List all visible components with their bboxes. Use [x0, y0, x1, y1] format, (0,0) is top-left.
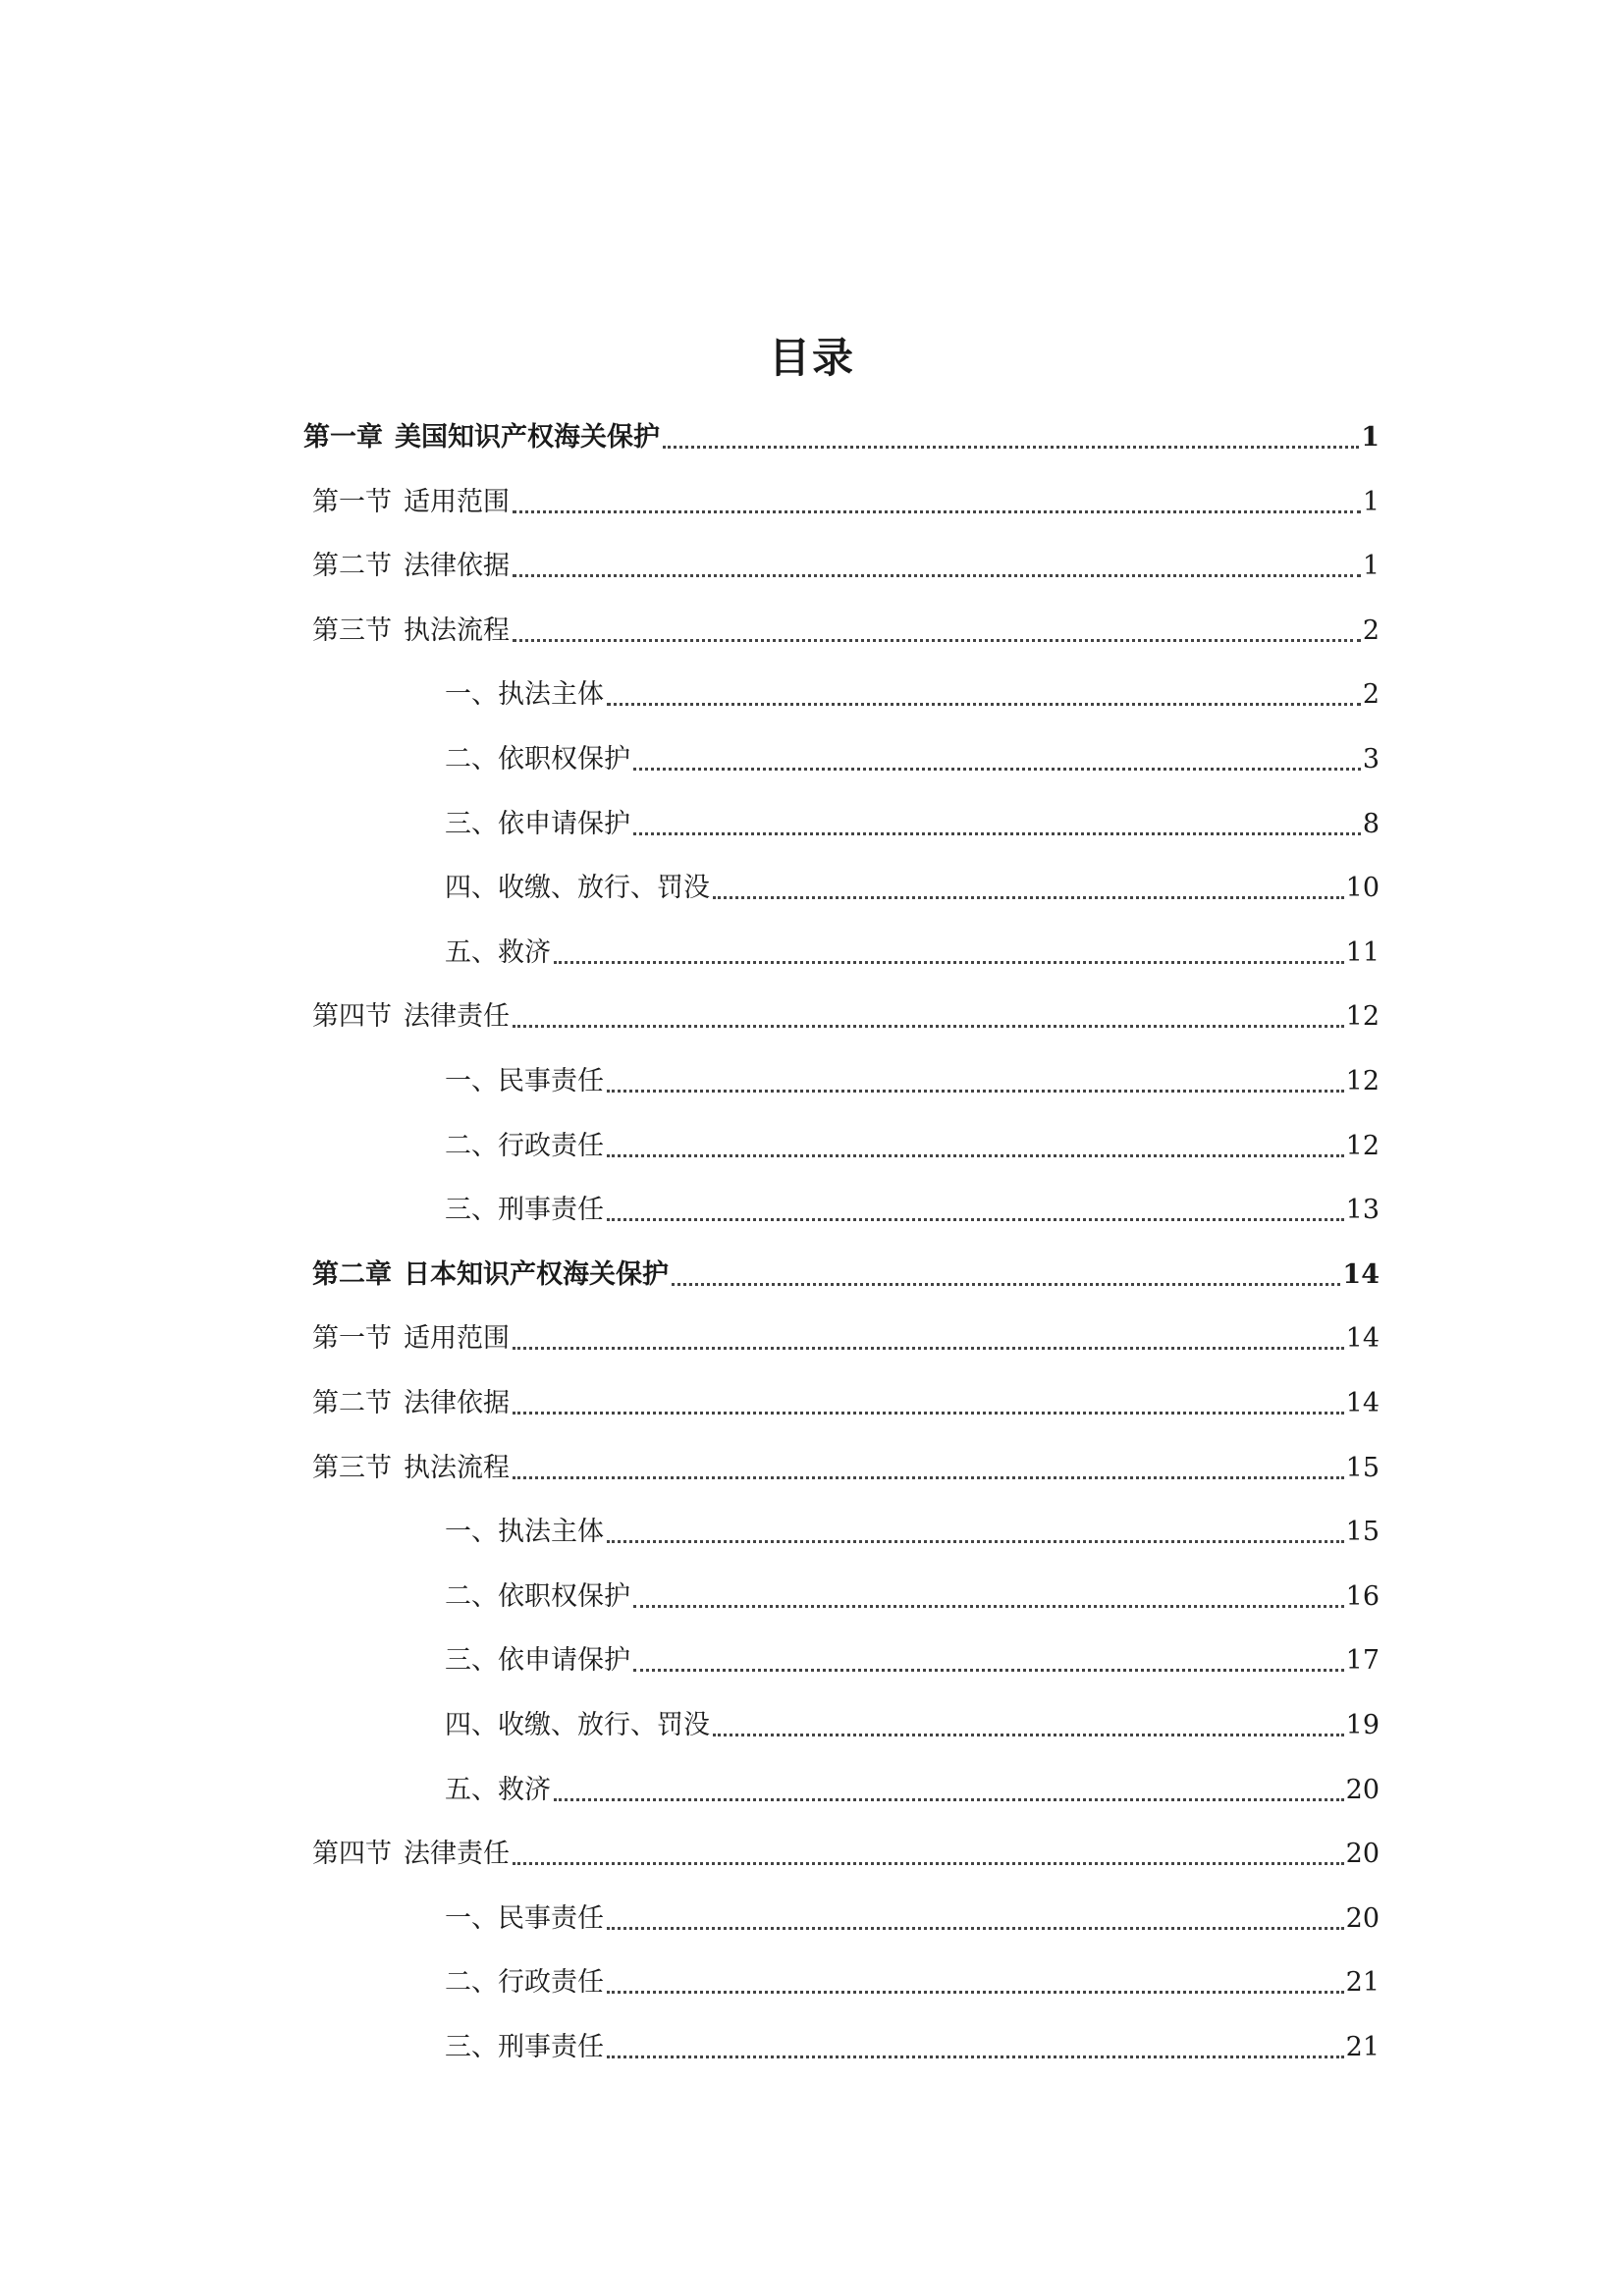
toc-entry-page-number: 15: [1345, 1517, 1380, 1547]
toc-entry-label: [312, 1319, 510, 1359]
toc-entry-item[interactable]: [445, 675, 1380, 715]
dot-leader: [513, 639, 1361, 642]
toc-entry-text: 适用范围: [404, 1323, 510, 1354]
toc-entry-label: [445, 1706, 710, 1745]
toc-entry-page-number: 20: [1345, 1903, 1380, 1934]
toc-entry-page-number: 11: [1345, 937, 1380, 968]
dot-leader: [554, 961, 1344, 964]
toc-entry-page-number: 12: [1345, 1066, 1380, 1096]
toc-entry-item[interactable]: [445, 1127, 1380, 1166]
toc-entry-page-number: 2: [1362, 679, 1380, 710]
toc-entry-text: 一、民事责任: [445, 1903, 604, 1934]
dot-leader: [513, 1476, 1344, 1479]
dot-leader: [513, 574, 1361, 577]
dot-leader: [513, 510, 1361, 513]
toc-entry-page-number: 20: [1345, 1775, 1380, 1805]
toc-entry-label: [312, 612, 510, 651]
toc-entry-label: [445, 1899, 604, 1939]
toc-entry-chapter[interactable]: [312, 1255, 1380, 1295]
toc-entry-section[interactable]: [312, 547, 1380, 586]
dot-leader: [633, 1669, 1344, 1672]
toc-entry-item[interactable]: [445, 805, 1380, 844]
toc-entry-page-number: 16: [1345, 1581, 1380, 1612]
toc-entry-text: 执法流程: [404, 615, 510, 646]
toc-entry-page-number: 21: [1345, 2032, 1380, 2062]
toc-entry-label: [312, 1384, 510, 1423]
dot-leader: [607, 2056, 1344, 2058]
toc-entry-text: 三、依申请保护: [445, 1645, 630, 1676]
toc-entry-item[interactable]: [445, 1771, 1380, 1810]
toc-entry-page-number: 20: [1345, 1839, 1380, 1869]
toc-entry-page-number: 14: [1345, 1323, 1380, 1354]
toc-entry-label: [445, 2028, 604, 2067]
toc-entry-text: 二、依职权保护: [445, 744, 630, 774]
toc-entry-label: [445, 1062, 604, 1101]
dot-leader: [607, 1927, 1344, 1930]
toc-entry-page-number: 3: [1362, 744, 1380, 774]
toc-entry-prefix: 第一节: [312, 487, 392, 517]
toc-entry-page-number: 19: [1345, 1710, 1380, 1740]
toc-entry-prefix: 第一节: [312, 1323, 392, 1354]
toc-entry-label: [445, 1577, 630, 1617]
toc-entry-chapter[interactable]: [303, 418, 1380, 457]
toc-entry-label: [445, 1963, 604, 2002]
toc-entry-section[interactable]: [312, 1835, 1380, 1874]
dot-leader: [607, 1991, 1344, 1994]
toc-entry-label: [445, 1191, 604, 1230]
toc-entry-item[interactable]: [445, 2028, 1380, 2067]
toc-entry-page-number: 12: [1345, 1131, 1380, 1161]
toc-entry-label: [303, 418, 660, 457]
toc-entry-label: [445, 740, 630, 779]
toc-entry-label: [445, 1771, 551, 1810]
toc-entry-page-number: 12: [1345, 1001, 1380, 1032]
toc-entry-label: [312, 547, 510, 586]
toc-entry-text: 三、刑事责任: [445, 2032, 604, 2062]
toc-entry-section[interactable]: [312, 1449, 1380, 1488]
dot-leader: [513, 1412, 1344, 1415]
dot-leader: [513, 1347, 1344, 1350]
toc-entry-text: 美国知识产权海关保护: [395, 422, 660, 453]
toc-entry-text: 法律依据: [404, 551, 510, 581]
toc-entry-page-number: 8: [1362, 809, 1380, 839]
toc-entry-text: 三、依申请保护: [445, 809, 630, 839]
toc-entry-prefix: 第二节: [312, 551, 392, 581]
dot-leader: [513, 1862, 1344, 1865]
toc-entry-label: [445, 675, 604, 715]
dot-leader: [607, 1218, 1344, 1221]
toc-entry-prefix: 第三节: [312, 1453, 392, 1483]
toc-entry-text: 适用范围: [404, 487, 510, 517]
toc-entry-item[interactable]: [445, 1577, 1380, 1617]
dot-leader: [607, 1090, 1344, 1093]
toc-entry-item[interactable]: [445, 1706, 1380, 1745]
toc-entry-page-number: 14: [1342, 1259, 1380, 1290]
toc-entry-label: [445, 1127, 604, 1166]
toc-entry-text: 一、执法主体: [445, 1517, 604, 1547]
toc-entry-label: [312, 1255, 669, 1295]
dot-leader: [672, 1283, 1340, 1286]
toc-entry-text: 四、收缴、放行、罚没: [445, 873, 710, 903]
dot-leader: [607, 1540, 1344, 1543]
dot-leader: [713, 1734, 1344, 1736]
dot-leader: [713, 896, 1344, 899]
toc-entry-page-number: 1: [1362, 487, 1380, 517]
toc-entry-prefix: 第三节: [312, 615, 392, 646]
toc-entry-label: [445, 805, 630, 844]
toc-entry-label: [312, 997, 510, 1037]
toc-entry-page-number: 2: [1362, 615, 1380, 646]
toc-entry-prefix: 第一章: [303, 422, 383, 453]
toc-entry-label: [445, 1513, 604, 1552]
toc-entry-item[interactable]: [445, 1191, 1380, 1230]
toc-entry-item[interactable]: [445, 1963, 1380, 2002]
dot-leader: [633, 832, 1361, 835]
toc-entry-page-number: 21: [1345, 1967, 1380, 1998]
toc-entry-item[interactable]: [445, 1641, 1380, 1681]
toc-entry-label: [312, 1449, 510, 1488]
toc-entry-page-number: 10: [1345, 873, 1380, 903]
dot-leader: [607, 1154, 1344, 1157]
toc-entry-prefix: 第四节: [312, 1839, 392, 1869]
toc-entry-text: 一、执法主体: [445, 679, 604, 710]
toc-entry-section[interactable]: [312, 1384, 1380, 1423]
toc-entry-text: 二、行政责任: [445, 1131, 604, 1161]
toc-entry-page-number: 17: [1345, 1645, 1380, 1676]
toc-entry-text: 法律责任: [404, 1001, 510, 1032]
toc-entry-page-number: 1: [1362, 551, 1380, 581]
toc-entry-page-number: 1: [1361, 422, 1380, 453]
toc-entry-text: 一、民事责任: [445, 1066, 604, 1096]
toc-entry-text: 五、救济: [445, 937, 551, 968]
dot-leader: [663, 446, 1359, 449]
toc-entry-text: 法律责任: [404, 1839, 510, 1869]
dot-leader: [633, 768, 1361, 771]
toc-entry-item[interactable]: [445, 1513, 1380, 1552]
toc-entry-text: 日本知识产权海关保护: [404, 1259, 669, 1290]
toc-entry-section[interactable]: [312, 1319, 1380, 1359]
toc-entry-text: 执法流程: [404, 1453, 510, 1483]
toc-entry-text: 二、依职权保护: [445, 1581, 630, 1612]
toc-entry-page-number: 13: [1345, 1195, 1380, 1225]
page-title: 目录: [768, 334, 855, 382]
toc-entry-prefix: 第二节: [312, 1388, 392, 1418]
dot-leader: [513, 1025, 1344, 1028]
toc-entry-label: [312, 1835, 510, 1874]
toc-entry-label: [445, 934, 551, 973]
toc-entry-text: 三、刑事责任: [445, 1195, 604, 1225]
toc-entry-page-number: 15: [1345, 1453, 1380, 1483]
toc-entry-label: [445, 869, 710, 908]
toc-entry-item[interactable]: [445, 740, 1380, 779]
toc-entry-label: [312, 483, 510, 522]
toc-entry-prefix: 第二章: [312, 1259, 392, 1290]
toc-entry-item[interactable]: [445, 869, 1380, 908]
toc-entry-text: 四、收缴、放行、罚没: [445, 1710, 710, 1740]
toc-entry-prefix: 第四节: [312, 1001, 392, 1032]
toc-entry-text: 法律依据: [404, 1388, 510, 1418]
toc-entry-text: 二、行政责任: [445, 1967, 604, 1998]
toc-entry-item[interactable]: [445, 1899, 1380, 1939]
toc-entry-section[interactable]: [312, 483, 1380, 522]
dot-leader: [607, 703, 1361, 706]
toc-entry-section[interactable]: [312, 997, 1380, 1037]
dot-leader: [633, 1605, 1344, 1608]
toc-entry-page-number: 14: [1345, 1388, 1380, 1418]
toc-entry-item[interactable]: [445, 934, 1380, 973]
dot-leader: [554, 1798, 1344, 1801]
toc-entry-item[interactable]: [445, 1062, 1380, 1101]
toc-entry-section[interactable]: [312, 612, 1380, 651]
toc-entry-label: [445, 1641, 630, 1681]
toc-entry-text: 五、救济: [445, 1775, 551, 1805]
